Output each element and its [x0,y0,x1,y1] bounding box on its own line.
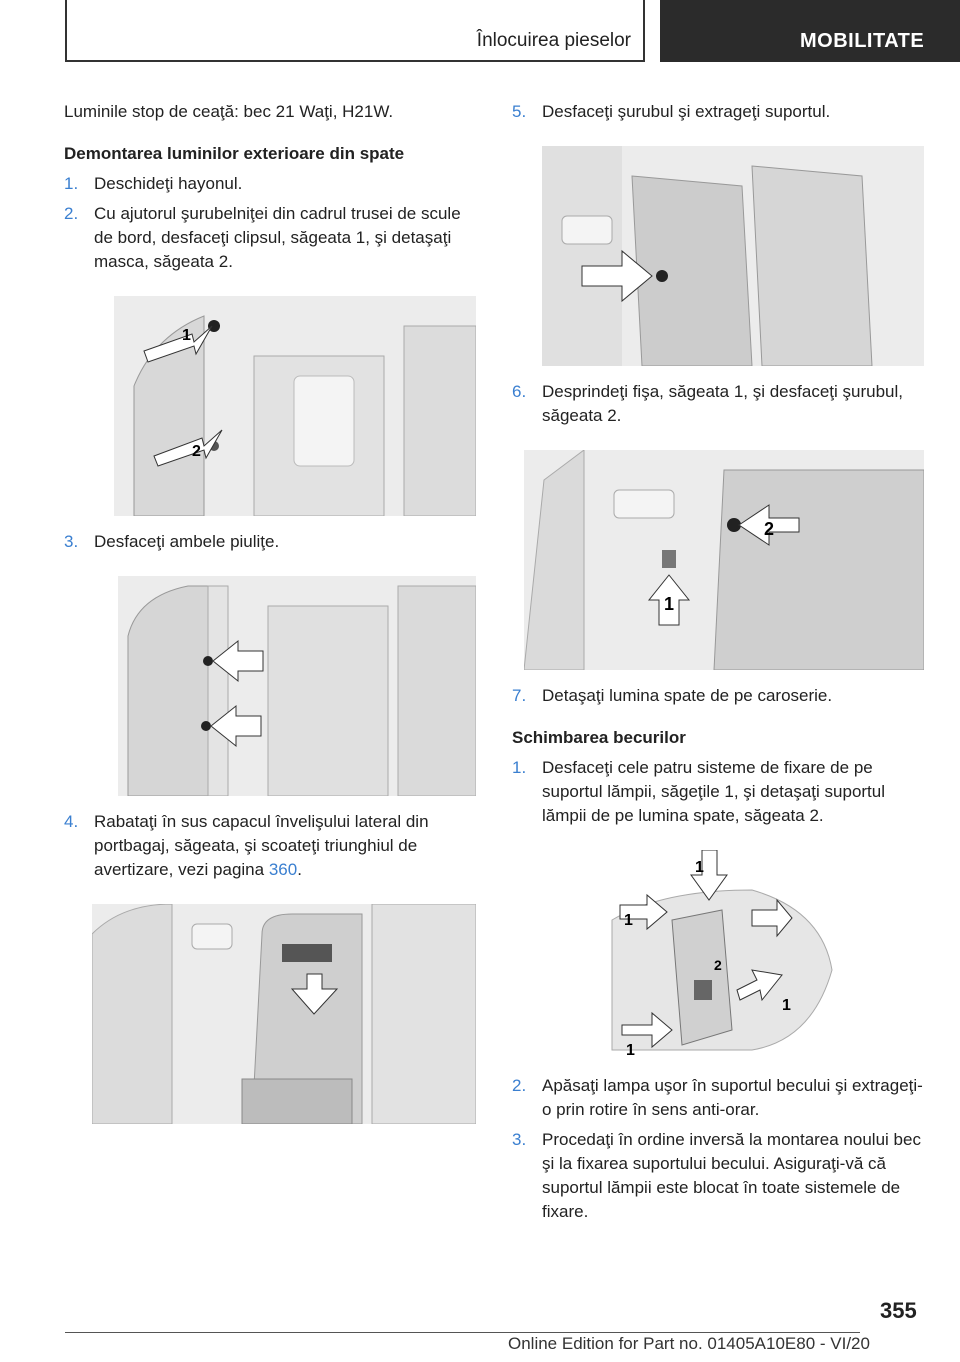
section-heading-bulbs: Schimbarea becurilor [512,728,686,747]
footer-divider [65,1332,860,1333]
step-item [512,756,932,828]
step-number: 6. [512,382,527,401]
step-text: Cu ajutorul şurubelniţei din cadrul trusei de scule de bord, desfaceţi clipsul, săgeata 1, şi detaşaţi masca, săgeata 2. [94,204,461,271]
fig1-label-1: 1 [182,327,191,344]
step-text: Detaşaţi lumina spate de pe caroserie. [542,686,833,705]
step-text: Desfaceţi ambele piuliţe. [94,532,280,551]
step-item [64,202,484,274]
figure-screw-bracket [542,146,924,366]
header-section-box [65,0,645,62]
step-number: 1. [512,758,527,777]
step-number: 2. [512,1076,527,1095]
step-number: 7. [512,686,527,705]
step-item [64,172,484,196]
lamp-label-5: 1 [626,1042,635,1059]
step-number: 3. [64,532,79,551]
step-text: Desprindeţi fişa, săgeata 1, şi desfaceţi şurubul, săgeata 2. [542,382,903,425]
fig6-label-2: 2 [764,519,775,539]
step-number: 1. [64,174,79,193]
right-column [512,100,932,1224]
fig1-label-2: 2 [192,443,201,460]
footer-edition: Online Edition for Part no. 01405A10E80 - VI/20 [508,1334,870,1353]
step-text-before: Rabataţi în sus capacul învelişului lateral din portbagaj, săgeata, şi scoateţi triunghiul de avertizare, vezi pagina [94,812,429,879]
lamp-label-1: 1 [695,859,704,876]
figure-trunk-mask [114,296,476,516]
section-title: Înlocuirea pieselor [476,30,631,51]
step-number: 4. [64,812,79,831]
step-item [512,1128,932,1224]
page-link[interactable]: 360 [268,860,298,879]
figure-lamp-holder [602,850,842,1060]
lamp-label-2: 1 [624,912,633,929]
chapter-tab-label: MOBILITATE [800,30,925,52]
step-item [512,1074,932,1122]
step-text-after: . [297,860,302,879]
left-column [64,100,484,1124]
figure-nuts [118,576,476,796]
step-number: 5. [512,102,527,121]
step-text: Deschideţi hayonul. [94,174,243,193]
figure-side-cover [92,904,476,1124]
step-item [64,810,484,882]
figure-connector [524,450,924,670]
page-number: 355 [880,1298,917,1323]
step-item [512,380,932,428]
step-item [512,684,932,708]
intro-text: Luminile stop de ceaţă: bec 21 Waţi, H21W. [64,102,394,121]
fig6-label-1: 1 [664,594,675,614]
step-number: 2. [64,204,79,223]
lamp-label-3: 2 [714,957,722,973]
step-item [64,530,484,554]
section-heading-removal: Demontarea luminilor exterioare din spate [64,144,405,163]
step-text: Desfaceţi cele patru sisteme de fixare de pe suportul lămpii, săgeţile 1, şi detaşaţi suportul lămpii de pe lumina spate, săgeata 2. [542,758,886,825]
step-number: 3. [512,1130,527,1149]
step-item [512,100,932,124]
lamp-label-4: 1 [782,997,791,1014]
step-text: Procedaţi în ordine inversă la montarea noului bec şi la fixarea suportului becului. Asiguraţi-vă că suportul lămpii este blocat în toate sistemele de fixare. [542,1130,921,1221]
step-text: Apăsaţi lampa uşor în suportul becului şi extrageţi-o prin rotire în sens anti-orar. [542,1076,923,1119]
chapter-tab[interactable] [660,0,960,62]
step-text: Desfaceţi şurubul şi extrageţi suportul. [542,102,831,121]
